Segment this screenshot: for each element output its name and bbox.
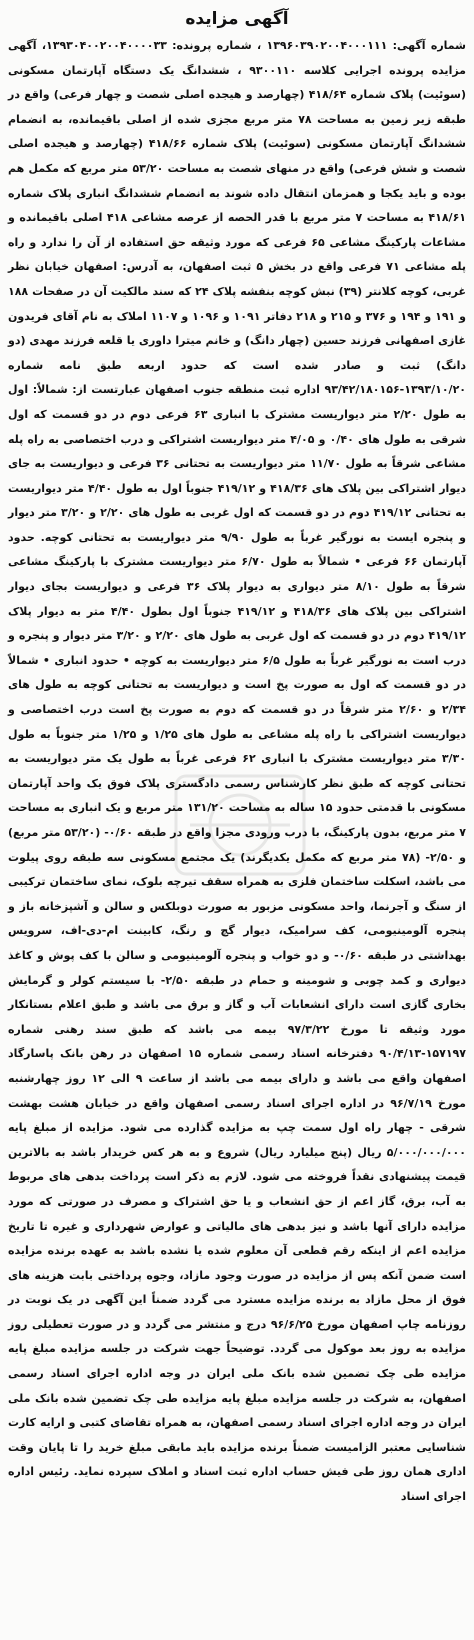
notice-body: شماره آگهی: ۱۳۹۶۰۳۹۰۲۰۰۴۰۰۰۱۱۱ ، شماره پرونده: ۱۳۹۳۰۴۰۰۲۰۰۴۰۰۰۰۳۳، آگهی مزایده پرونده اجرایی کلاسه ۹۳۰۰۱۱۰ ، ششدانگ یک دستگاه آپارتمان مسکونی (سوئیت) پلاک شماره ۴۱۸/۶۴ (چهارصد و هیجده اصلی شصت و چهار فرعی) واقع در طبقه زیر زمین به مساحت ۷۸ متر مربع مجزی شده از اصلی باقیمانده، به انضمام ششدانگ آپارتمان مسکونی (سوئیت) پلاک شماره ۴۱۸/۶۶ (چهارصد و هیجده اصلی شصت و شش فرعی) واقع در منهای شصت به مساحت ۵۳/۲۰ متر مربع که مکمل هم بوده و باید یکجا و همزمان انتقال داده شوند به انضمام ششدانگ انباری پلاک شماره ۴۱۸/۶۱ به مساحت ۷ متر مربع با قدر الحصه از عرصه مشاعی ۴۱۸ اصلی باقیمانده و مشاعات پارکینگ مشاعی ۶۵ فرعی که مورد وثیقه حق استفاده از آن را ندارد و راه پله مشاعی ۷۱ فرعی واقع در بخش ۵ ثبت اصفهان، به آدرس: اصفهان خیابان نظر غربی، کوچه کلانتر (۳۹) نبش کوچه بنفشه پلاک ۲۴ که سند مالکیت آن در صفحات ۱۸۸ و ۱۹۱ و ۱۹۴ و ۳۷۶ و ۲۱۵ و ۲۱۸ دفاتر ۱۰۹۱ و ۱۰۹۶ و ۱۱۰۷ املاک به نام آقای فریدون غازی اصفهانی فرزند حسین (چهار دانگ) و خانم میترا داوری یا قلعه فرزند مهدی (دو دانگ) ثبت و صادر شده است که حدود اربعه طبق نامه شماره ۱۳۹۳/۱۰/۲۰-۹۳/۴۲/۱۸۰۱۵۶ اداره ثبت منطقه جنوب اصفهان عبارتست از: شمالاً: اول به طول ۲/۲۰ متر دیواریست مشترک با انباری ۶۳ فرعی دوم در دو قسمت که اول شرقی به طول های ۰/۴۰ و ۴/۰۵ متر دیواریست اشتراکی و درب اختصاصی به راه پله مشاعی شرقاً به طول ۱۱/۷۰ متر دیواریست به تحتانی ۳۶ فرعی و دیواریست به جای دیوار اشتراکی بین پلاک های ۴۱۸/۳۶ و ۴۱۹/۱۲ جنوباً اول به طول ۴/۴۰ متر دیواریست به تحتانی ۴۱۹/۱۲ دوم در دو قسمت که اول غربی به طول های ۲/۲۰ و ۳/۲۰ متر دیوار و پنجره ایست به نورگیر غرباً به طول ۹/۹۰ متر دیواریست به تحتانی کوچه. حدود آپارتمان ۶۶ فرعی • شمالاً به طول ۶/۷۰ متر دیواریست مشترک با پارکینگ مشاعی شرقاً به طول ۸/۱۰ متر دیواری به دیوار پلاک ۳۶ فرعی و دیواریست بجای دیوار اشتراکی بین پلاک های ۴۱۸/۳۶ و ۴۱۹/۱۲ جنوباً اول بطول ۴/۴۰ متر به دیوار پلاک ۴۱۹/۱۲ دوم در دو قسمت که اول غربی به طول های ۲/۲۰ و ۳/۲۰ متر دیوار و پنجره و درب است به نورگیر غرباً به طول ۶/۵ متر دیواریست به کوچه • حدود انباری • شمالاً در دو قسمت که اول به صورت پخ است و دیواریست به تحتانی کوچه به طول های ۲/۳۴ و ۲/۶۰ متر شرقاً در دو قسمت که دوم به صورت پخ است درب اختصاصی و دیواریست اشتراکی با راه پله مشاعی به طول های ۱/۲۵ و ۱/۲۵ متر جنوباً به طول ۳/۳۰ متر دیواریست مشترک با انباری ۶۲ فرعی غرباً به طول یک متر دیواریست به تحتانی کوچه که طبق نظر کارشناس رسمی دادگستری پلاک فوق یک واحد آپارتمان مسکونی با قدمتی حدود ۱۵ ساله به مساحت ۱۳۱/۲۰ متر مربع و یک انباری به مساحت ۷ متر مربع، بدون پارکینگ، با درب ورودی مجزا واقع در طبقه ۰/۶۰- (۵۳/۲۰ متر مربع) و ۲/۵۰- (۷۸ متر مربع که مکمل یکدیگرند) یک مجتمع مسکونی سه طبقه روی پیلوت می باشد، اسکلت ساختمان فلزی به همراه سقف تیرچه بلوک، نمای ساختمان ترکیبی از سنگ و آجرنما، واحد مسکونی مزبور به صورت دوبلکس و سالن و آشپزخانه باز و پنجره آلومینیومی، کف سرامیک، دیوار گچ و رنگ، کابینت ام-دی-اف، سرویس بهداشتی در طبقه ۰/۶۰- و دو خواب و پنجره آلومینیومی و سالن با کف پوش و کاغذ دیواری و کمد چوبی و شومینه و حمام در طبقه ۲/۵۰- با سیستم کولر و گرمایش بخاری گازی است دارای انشعابات آب و گاز و برق می باشد و طبق اعلام بستانکار مورد وثیقه تا مورخ ۹۷/۳/۲۲ بیمه می باشد که طبق سند رهنی شماره ۱۵۷۱۹۷-۹۰/۴/۱۳ دفترخانه اسناد رسمی شماره ۱۵ اصفهان در رهن بانک پاسارگاد اصفهان واقع می باشد و دارای بیمه می باشد از ساعت ۹ الی ۱۲ روز چهارشنبه مورخ ۹۶/۷/۱۹ در اداره اجرای اسناد رسمی اصفهان واقع در خیابان هشت بهشت شرقی - چهار راه اول سمت چپ به مزایده گذارده می شود. مزایده از مبلغ پایه ۵/۰۰۰/۰۰۰/۰۰۰ ریال (پنج میلیارد ریال) شروع و به هر کس خریدار باشد به بالاترین قیمت پیشنهادی نقداً فروخته می شود. لازم به ذکر است پرداخت بدهی های مربوط به آب، برق، گاز اعم از حق انشعاب و یا حق اشتراک و مصرف در صورتی که مورد مزایده دارای آنها باشد و نیز بدهی های مالیاتی و عوارض شهرداری و غیره تا تاریخ مزایده اعم از اینکه رقم قطعی آن معلوم شده یا نشده باشد به عهده برنده مزایده است ضمن آنکه پس از مزایده در صورت وجود مازاد، وجوه پرداختی بابت هزینه های فوق از محل مازاد به برنده مزایده مسترد می گردد ضمناً این آگهی در یک نوبت در روزنامه چاپ اصفهان مورخ ۹۶/۶/۲۵ درج و منتشر می گردد و در صورت تعطیلی روز مزایده به روز بعد موکول می گردد. توضیحاً جهت شرکت در جلسه مزایده مبلغ پایه مزایده طی چک تضمین شده بانک ملی ایران در وجه اداره اجرای اسناد رسمی اصفهان، به شرکت در جلسه مزایده مبلغ پایه مزایده طی چک تضمین شده بانک ملی ایران در وجه اداره اجرای اسناد رسمی اصفهان، به همراه تقاضای کتبی و ارایه کارت شناسایی معتبر الزامیست ضمناً برنده مزایده باید مابقی مبلغ خرید را تا پایان وقت اداری همان روز طی فیش حساب اداره ثبت اسناد و املاک سپرده نماید. رئیس اداره اجرای اسناد <box>8 39 467 1504</box>
notice-title: آگهی مزایده <box>185 9 289 29</box>
